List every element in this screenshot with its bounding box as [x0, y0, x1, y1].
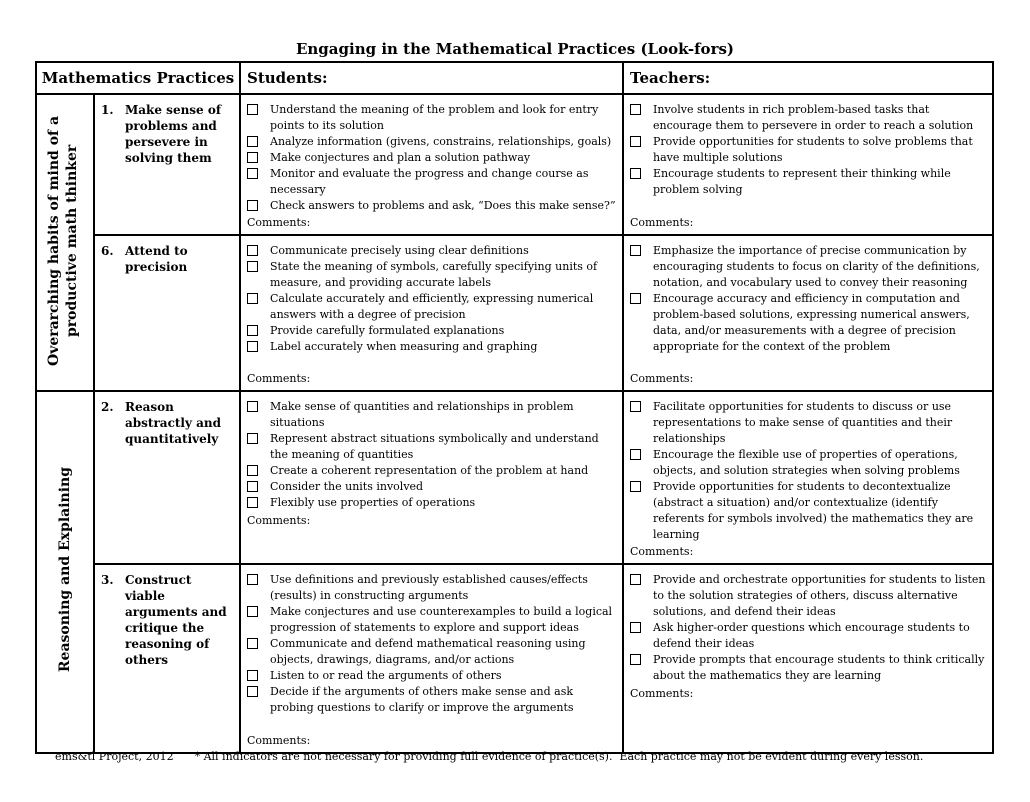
look-for-item [247, 495, 616, 511]
comments-label: Comments: [247, 216, 311, 229]
checkbox[interactable] [247, 497, 258, 508]
students-cell [240, 564, 623, 753]
checkbox[interactable] [247, 293, 258, 304]
practice-number: 6. [101, 244, 114, 258]
look-for-text: Represent abstract situations symbolically and understand the meaning of quantities [270, 432, 599, 461]
page-title: Engaging in the Mathematical Practices (Look-fors) [295, 40, 735, 58]
practice-cell [94, 391, 240, 564]
practice-cell [94, 235, 240, 391]
students-cell [240, 235, 623, 391]
look-for-text: Encourage accuracy and efficiency in computation and problem-based solutions, expressing numerical answers, data, and/or measurements with a degree of precision appropriate for the context of the problem [653, 292, 970, 353]
look-for-text: Make conjectures and use counterexamples to build a logical progression of statements to explore and support ideas [270, 605, 613, 634]
checkbox[interactable] [247, 152, 258, 163]
checkbox[interactable] [630, 401, 641, 412]
practice-number: 1. [101, 103, 114, 117]
look-for-text: Provide opportunities for students to solve problems that have multiple solutions [653, 135, 973, 164]
teachers-list [630, 243, 986, 355]
look-for-text: Provide and orchestrate opportunities for students to listen to the solution strategies of others, discuss alternative solutions, and defend their ideas [653, 573, 986, 618]
teachers-cell [623, 94, 993, 235]
practice-number: 3. [101, 573, 114, 587]
look-for-item [630, 243, 986, 291]
practice-title: Construct viable arguments and critique the reasoning of others [125, 573, 227, 667]
comments-label: Comments: [630, 687, 694, 700]
comments-label: Comments: [630, 545, 694, 558]
look-for-text: Facilitate opportunities for students to discuss or use representations to make sense of quantities and their relationships [653, 400, 953, 445]
checkbox[interactable] [630, 245, 641, 256]
look-for-text: Provide opportunities for students to decontextualize (abstract a situation) and/or contextualize (identify referents for symbols involved) the mathematics they are learning [653, 480, 974, 541]
look-for-text: Ask higher-order questions which encourage students to defend their ideas [653, 621, 970, 650]
checkbox[interactable] [247, 574, 258, 585]
checkbox[interactable] [247, 168, 258, 179]
teachers-cell [623, 564, 993, 753]
comments-label: Comments: [247, 514, 311, 527]
look-for-item [247, 150, 616, 166]
look-for-text: Understand the meaning of the problem and look for entry points to its solution [270, 103, 599, 132]
checkbox[interactable] [247, 401, 258, 412]
look-for-item [247, 259, 616, 291]
look-for-text: Flexibly use properties of operations [270, 496, 476, 509]
checkbox[interactable] [630, 481, 641, 492]
look-for-item [247, 636, 616, 668]
practice-title: Reason abstractly and quantitatively [125, 400, 222, 446]
header-practices: Mathematics Practices [36, 62, 240, 94]
students-list [247, 243, 616, 355]
checkbox[interactable] [630, 654, 641, 665]
look-for-item [630, 479, 986, 543]
look-for-text: Create a coherent representation of the problem at hand [270, 464, 589, 477]
look-for-text: Calculate accurately and efficiently, expressing numerical answers with a degree of precision [270, 292, 594, 321]
look-for-item [247, 102, 616, 134]
lookfors-table [35, 61, 994, 754]
look-for-item [247, 291, 616, 323]
checkbox[interactable] [247, 104, 258, 115]
look-for-item [247, 339, 616, 355]
look-for-item [630, 652, 986, 684]
look-for-item [247, 463, 616, 479]
look-for-item [247, 243, 616, 259]
checkbox[interactable] [247, 606, 258, 617]
look-for-text: Listen to or read the arguments of others [270, 669, 502, 682]
look-for-item [630, 102, 986, 134]
look-for-text: Consider the units involved [270, 480, 424, 493]
checkbox[interactable] [247, 670, 258, 681]
checkbox[interactable] [247, 341, 258, 352]
category-cell [36, 94, 94, 391]
look-for-item [630, 447, 986, 479]
checkbox[interactable] [630, 574, 641, 585]
comments-label: Comments: [630, 372, 694, 385]
checkbox[interactable] [247, 481, 258, 492]
header-row [36, 62, 993, 94]
checkbox[interactable] [247, 261, 258, 272]
look-for-text: Label accurately when measuring and graphing [270, 340, 538, 353]
look-for-item [630, 572, 986, 620]
look-for-text: Monitor and evaluate the progress and change course as necessary [270, 167, 589, 196]
practice-cell [94, 564, 240, 753]
students-list [247, 399, 616, 511]
practice-row [36, 391, 993, 564]
checkbox[interactable] [630, 449, 641, 460]
footer [55, 750, 923, 763]
footer-note: * All indicators are not necessary for providing full evidence of practice(s). Each practice may not be evident during every lesson. [194, 750, 924, 763]
students-cell [240, 391, 623, 564]
look-for-text: Analyze information (givens, constrains, relationships, goals) [270, 135, 612, 148]
look-for-text: Decide if the arguments of others make sense and ask probing questions to clarify or improve the arguments [270, 685, 574, 714]
look-for-text: Provide prompts that encourage students to think critically about the mathematics they are learning [653, 653, 985, 682]
look-for-item [247, 479, 616, 495]
look-for-item [247, 323, 616, 339]
category-label: Reasoning and Explaining [57, 467, 73, 673]
checkbox[interactable] [247, 433, 258, 444]
teachers-cell [623, 391, 993, 564]
checkbox[interactable] [630, 136, 641, 147]
look-for-text: Communicate precisely using clear definitions [270, 244, 529, 257]
look-for-item [247, 198, 616, 214]
look-for-text: Make sense of quantities and relationships in problem situations [270, 400, 574, 429]
teachers-list [630, 102, 986, 198]
checkbox[interactable] [630, 104, 641, 115]
footer-credit: ems&tl Project, 2012 [55, 750, 174, 763]
look-for-text: Encourage the flexible use of properties of operations, objects, and solution strategies when solving problems [653, 448, 960, 477]
students-list [247, 102, 616, 214]
checkbox[interactable] [247, 638, 258, 649]
look-for-text: Encourage students to represent their thinking while problem solving [653, 167, 951, 196]
checkbox[interactable] [247, 245, 258, 256]
checkbox[interactable] [247, 325, 258, 336]
practice-number: 2. [101, 400, 114, 414]
checkbox[interactable] [630, 293, 641, 304]
look-for-text: Use definitions and previously established causes/effects (results) in constructing arguments [270, 573, 588, 602]
look-for-item [630, 620, 986, 652]
comments-label: Comments: [247, 372, 311, 385]
practice-row [36, 235, 993, 391]
look-for-item [630, 399, 986, 447]
look-for-item [247, 668, 616, 684]
header-teachers: Teachers: [623, 62, 993, 94]
look-for-text: State the meaning of symbols, carefully specifying units of measure, and providing accurate labels [270, 260, 598, 289]
checkbox[interactable] [247, 200, 258, 211]
teachers-list [630, 399, 986, 543]
look-for-item [247, 134, 616, 150]
practice-title: Make sense of problems and persevere in solving them [125, 103, 222, 165]
look-for-text: Communicate and defend mathematical reasoning using objects, drawings, diagrams, and/or actions [270, 637, 586, 666]
category-cell [36, 391, 94, 753]
checkbox[interactable] [630, 622, 641, 633]
practice-row [36, 564, 993, 753]
checkbox[interactable] [630, 168, 641, 179]
students-list [247, 572, 616, 716]
checkbox[interactable] [247, 136, 258, 147]
look-for-item [247, 684, 616, 716]
teachers-list [630, 572, 986, 684]
teachers-cell [623, 235, 993, 391]
practice-cell [94, 94, 240, 235]
checkbox[interactable] [247, 686, 258, 697]
comments-label: Comments: [630, 216, 694, 229]
look-for-text: Involve students in rich problem-based tasks that encourage them to persevere in order to reach a solution [653, 103, 974, 132]
checkbox[interactable] [247, 465, 258, 476]
look-for-item [247, 572, 616, 604]
look-for-text: Provide carefully formulated explanations [270, 324, 505, 337]
students-cell [240, 94, 623, 235]
comments-label: Comments: [247, 734, 311, 747]
look-for-item [247, 166, 616, 198]
look-for-item [247, 399, 616, 431]
practice-row [36, 94, 993, 235]
look-for-item [247, 604, 616, 636]
category-label: Overarching habits of mind of a productive math thinker [46, 115, 80, 366]
look-for-text: Check answers to problems and ask, “Does this make sense?” [270, 199, 616, 212]
look-for-item [630, 166, 986, 198]
look-for-item [247, 431, 616, 463]
look-for-text: Emphasize the importance of precise communication by encouraging students to focus on clarity of the definitions, notation, and vocabulary used to convey their reasoning [653, 244, 980, 289]
look-for-text: Make conjectures and plan a solution pathway [270, 151, 531, 164]
look-for-item [630, 134, 986, 166]
practice-title: Attend to precision [125, 244, 188, 274]
header-students: Students: [240, 62, 623, 94]
look-for-item [630, 291, 986, 355]
